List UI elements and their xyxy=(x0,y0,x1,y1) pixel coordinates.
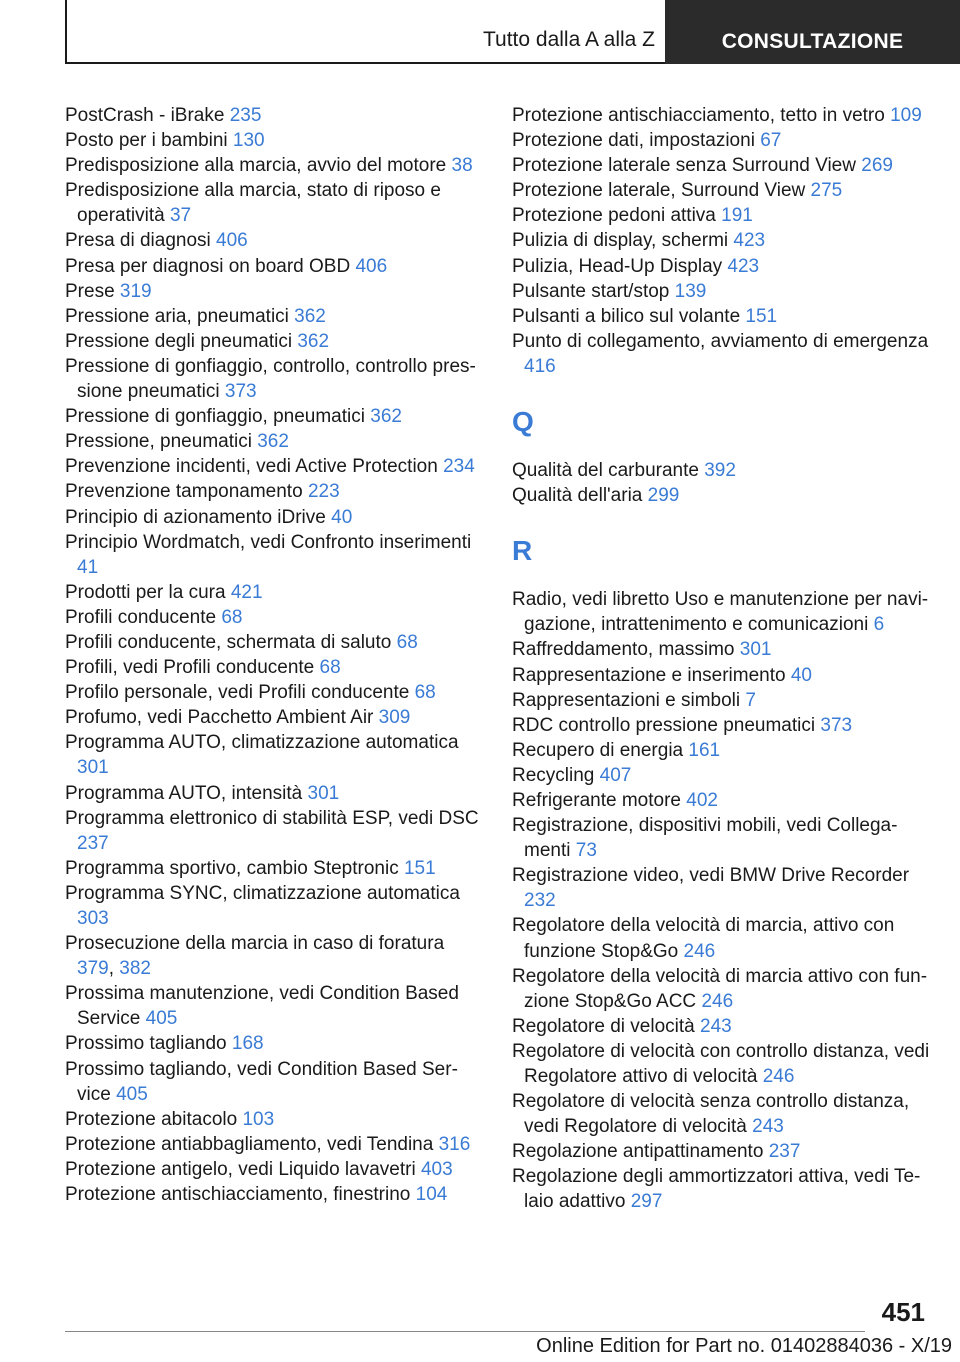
page-link[interactable]: 151 xyxy=(403,857,436,879)
page-link[interactable]: 309 xyxy=(378,707,411,729)
index-entry xyxy=(512,128,932,153)
index-entry-text: Programma sportivo, cambio Steptronic xyxy=(65,857,404,879)
index-entry xyxy=(65,856,480,881)
index-entry-text: Protezione laterale senza Surround View xyxy=(512,155,862,177)
index-entry-text: Radio, vedi libretto Uso e manutenzione per navigazione, intrattenimento e comunicazioni xyxy=(512,589,929,636)
index-entry xyxy=(512,1039,932,1089)
index-entry xyxy=(512,813,932,863)
page-link[interactable]: 405 xyxy=(116,1083,148,1105)
page-link[interactable]: 73 xyxy=(575,840,597,862)
index-entry xyxy=(65,705,480,730)
page-link[interactable]: 416 xyxy=(524,355,556,377)
page-link[interactable]: 269 xyxy=(861,155,893,177)
page-link[interactable]: 68 xyxy=(396,631,418,653)
index-entry xyxy=(65,153,480,178)
page-link[interactable]: 406 xyxy=(216,230,248,252)
index-entry-text: Protezione abitacolo xyxy=(65,1108,243,1130)
index-entry-text: Profili conducente, schermata di saluto xyxy=(65,631,397,653)
index-entry-text: Pulsante start/stop xyxy=(512,280,675,302)
index-entry xyxy=(65,781,480,806)
page-link[interactable]: 373 xyxy=(224,381,257,403)
index-entry xyxy=(65,730,480,780)
index-entry-text: Prosecuzione della marcia in caso di foratura xyxy=(65,933,445,955)
page-link[interactable]: 139 xyxy=(674,280,707,302)
page-header xyxy=(65,0,960,64)
page-link[interactable]: 423 xyxy=(727,255,760,277)
index-entry-text: Prossima manutenzione, vedi Condition Based Service xyxy=(65,983,459,1030)
page-link[interactable]: 407 xyxy=(599,764,632,786)
index-entry xyxy=(65,279,480,304)
page-link[interactable]: 7 xyxy=(745,689,756,711)
index-entry xyxy=(512,964,932,1014)
index-entry-text: Prevenzione incidenti, vedi Active Protection xyxy=(65,456,444,478)
index-entry-text: Recupero di energia xyxy=(512,739,689,761)
index-entry-text: Protezione laterale, Surround View xyxy=(512,180,811,202)
page-link[interactable]: 405 xyxy=(145,1008,178,1030)
index-entry-text: Protezione pedoni attiva xyxy=(512,205,722,227)
page-link[interactable]: 406 xyxy=(355,255,388,277)
index-entry xyxy=(65,103,480,128)
index-entry xyxy=(65,228,480,253)
index-column-right xyxy=(512,103,932,1215)
index-entry xyxy=(512,788,932,813)
page-link[interactable]: 297 xyxy=(630,1191,663,1213)
index-entry xyxy=(512,913,932,963)
index-entry-text: Prodotti per la cura xyxy=(65,581,231,603)
page-link[interactable]: 373 xyxy=(820,714,853,736)
index-entry xyxy=(65,680,480,705)
index-entry-text: Recycling xyxy=(512,764,600,786)
index-entry xyxy=(65,1132,480,1157)
page-link[interactable]: 109 xyxy=(890,105,922,126)
index-letter-heading: R xyxy=(512,535,533,567)
index-entry xyxy=(512,688,932,713)
page-link[interactable]: 275 xyxy=(810,180,843,202)
index-entry-text: Predisposizione alla marcia, stato di riposo e operatività xyxy=(65,180,441,227)
index-entry-text: Regolatore della velocità di marcia, attivo con funzione Stop&Go xyxy=(512,915,895,962)
index-entry-text: Pressione, pneumatici xyxy=(65,431,258,453)
index-entry xyxy=(512,1014,932,1039)
index-entry xyxy=(65,981,480,1031)
page-link[interactable]: 234 xyxy=(443,456,475,478)
index-entry-text: Profumo, vedi Pacchetto Ambient Air xyxy=(65,707,379,729)
page-link[interactable]: 68 xyxy=(414,682,436,704)
index-entry-text: Protezione antigelo, vedi Liquido lavavetri xyxy=(65,1158,421,1180)
page-link[interactable]: 151 xyxy=(745,305,778,327)
index-entry xyxy=(512,329,932,379)
section-title: Tutto dalla A alla Z xyxy=(65,0,665,64)
index-entry xyxy=(512,637,932,662)
page-link[interactable]: 67 xyxy=(760,130,782,152)
index-entry-text: Punto di collegamento, avviamento di emergenza xyxy=(512,330,929,352)
index-entry-text: Protezione antischiacciamento, tetto in vetro xyxy=(512,105,891,126)
page-link[interactable]: 40 xyxy=(331,506,353,528)
index-entry xyxy=(512,458,932,483)
index-entry xyxy=(512,153,932,178)
footer-edition: Online Edition for Part no. 01402884036 - X/19 xyxy=(536,1335,952,1357)
index-entry-text: Protezione antischiacciamento, finestrino xyxy=(65,1184,416,1206)
index-entry-text: Programma AUTO, climatizzazione automatica xyxy=(65,732,459,754)
index-entry xyxy=(512,178,932,203)
index-entry xyxy=(512,1164,932,1214)
index-entry xyxy=(512,713,932,738)
index-entry xyxy=(512,738,932,763)
index-entry xyxy=(65,254,480,279)
page-link[interactable]: 362 xyxy=(370,406,402,428)
page-link[interactable]: 41 xyxy=(77,556,99,578)
page-link[interactable]: 362 xyxy=(294,305,326,327)
index-entry xyxy=(512,203,932,228)
index-entry xyxy=(65,128,480,153)
index-entry-text: Pressione di gonfiaggio, pneumatici xyxy=(65,406,371,428)
index-entry-text: RDC controllo pressione pneumatici xyxy=(512,714,821,736)
page-link[interactable]: 232 xyxy=(524,890,556,912)
index-entry xyxy=(65,605,480,630)
page-link[interactable]: 243 xyxy=(700,1015,732,1037)
page-link[interactable]: 362 xyxy=(297,330,330,352)
index-entry-text: Principio di azionamento iDrive xyxy=(65,506,332,528)
index-entry-text: Regolatore della velocità di marcia attivo con funzione Stop&Go ACC xyxy=(512,965,928,1012)
page-link[interactable]: 379 xyxy=(77,958,109,980)
page-link[interactable]: 303 xyxy=(77,908,109,929)
index-entry-text: Prossimo tagliando, vedi Condition Based Service xyxy=(65,1058,458,1105)
page-link[interactable]: 362 xyxy=(257,431,289,453)
page-link[interactable]: 161 xyxy=(688,739,721,761)
index-entry xyxy=(65,429,480,454)
page-link[interactable]: 299 xyxy=(647,485,680,507)
index-entry-text: Registrazione, dispositivi mobili, vedi Collegamenti xyxy=(512,815,898,862)
page-link[interactable]: 301 xyxy=(307,782,340,804)
page-link[interactable]: 6 xyxy=(873,614,885,636)
index-entry xyxy=(65,454,480,479)
index-entry xyxy=(65,354,480,404)
index-entry-text: Presa per diagnosi on board OBD xyxy=(65,255,356,277)
index-entry: Prosecuzione della marcia in caso di foratura 379, 382 xyxy=(65,933,445,980)
index-entry xyxy=(65,1157,480,1182)
index-entry xyxy=(65,404,480,429)
page-link[interactable]: 301 xyxy=(739,639,772,661)
page-link[interactable]: 130 xyxy=(232,130,265,152)
page-link[interactable]: 68 xyxy=(221,606,243,628)
index-entry-text: Pressione aria, pneumatici xyxy=(65,305,295,327)
index-entry-text: Programma AUTO, intensità xyxy=(65,782,308,804)
index-entry-text: Programma elettronico di stabilità ESP, vedi DSC xyxy=(65,807,479,829)
page-link[interactable]: 319 xyxy=(119,280,152,302)
page-link[interactable]: 168 xyxy=(231,1033,264,1055)
page-link[interactable]: 246 xyxy=(683,940,716,962)
page-link[interactable]: 37 xyxy=(169,205,192,227)
page-link[interactable]: 104 xyxy=(415,1184,448,1206)
index-entry xyxy=(65,505,480,530)
index-entry xyxy=(512,763,932,788)
index-entry-text: Presa di diagnosi xyxy=(65,230,217,252)
page-link[interactable]: 402 xyxy=(686,789,718,811)
page-link[interactable]: 423 xyxy=(733,230,766,252)
index-entry xyxy=(512,587,932,637)
index-entry-text: Profili, vedi Profili conducente xyxy=(65,657,320,679)
index-entry xyxy=(65,1107,480,1132)
index-entry xyxy=(512,304,932,329)
page-link[interactable]: 237 xyxy=(77,832,109,854)
page-link[interactable]: 246 xyxy=(762,1066,795,1087)
index-entry-text: Refrigerante motore xyxy=(512,789,687,811)
page-link[interactable]: 103 xyxy=(242,1108,275,1130)
page-link[interactable]: 243 xyxy=(752,1116,784,1138)
index-entry-text: Profilo personale, vedi Profili conducente xyxy=(65,682,415,704)
index-entry-text: Pressione di gonfiaggio, controllo, controllo pressione pneumatici xyxy=(65,355,476,403)
index-entry-text: Qualità del carburante xyxy=(512,460,705,482)
index-entry-text: Programma SYNC, climatizzazione automatica xyxy=(65,882,460,904)
index-entry xyxy=(65,1057,480,1107)
index-entry xyxy=(65,479,480,504)
index-entry xyxy=(512,103,932,128)
index-entry xyxy=(65,530,480,580)
index-entry xyxy=(512,1139,932,1164)
index-entry xyxy=(512,1089,932,1139)
index-entry-text: Regolazione antipattinamento xyxy=(512,1141,769,1163)
index-entry-text: Registrazione video, vedi BMW Drive Recorder xyxy=(512,865,910,887)
index-entry-text: PostCrash - iBrake xyxy=(65,105,230,126)
page-link[interactable]: 392 xyxy=(704,460,736,482)
index-entry-text: Pulsanti a bilico sul volante xyxy=(512,305,746,327)
index-entry xyxy=(65,329,480,354)
index-entry xyxy=(65,1182,480,1207)
index-entry-text: Pulizia di display, schermi xyxy=(512,230,734,252)
page-link[interactable]: 301 xyxy=(77,757,109,779)
index-letter-heading: Q xyxy=(512,406,534,438)
page-link[interactable]: 191 xyxy=(721,205,753,227)
index-entry xyxy=(512,228,932,253)
index-entry xyxy=(65,881,480,931)
index-entry-text: Principio Wordmatch, vedi Confronto inserimenti xyxy=(65,531,472,553)
index-entry xyxy=(512,483,932,508)
index-entry-text: Regolatore di velocità xyxy=(512,1015,700,1037)
page-link[interactable]: 223 xyxy=(307,481,340,503)
index-entry xyxy=(65,1031,480,1056)
page-number: 451 xyxy=(881,1297,925,1327)
index-entry xyxy=(65,630,480,655)
index-entry xyxy=(65,806,480,856)
index-entry-text: Regolazione degli ammortizzatori attiva, vedi Telaio adattivo xyxy=(512,1166,921,1213)
index-entry-text: Protezione dati, impostazioni xyxy=(512,130,761,152)
index-entry-text: Rappresentazione e inserimento xyxy=(512,664,791,686)
index-entry xyxy=(65,580,480,605)
index-entry-text: Predisposizione alla marcia, avvio del motore xyxy=(65,155,452,177)
index-entry-text: Qualità dell'aria xyxy=(512,485,648,507)
page-link[interactable]: 316 xyxy=(438,1133,471,1155)
page-link[interactable]: 38 xyxy=(451,155,473,177)
index-entry-text: Profili conducente xyxy=(65,606,222,628)
index-entry xyxy=(512,279,932,304)
page-link[interactable]: 235 xyxy=(229,105,262,126)
index-entry-text: Posto per i bambini xyxy=(65,130,233,152)
index-entry xyxy=(512,254,932,279)
page-link[interactable]: 403 xyxy=(420,1158,453,1180)
page-link[interactable]: 382 xyxy=(119,958,151,980)
index-entry xyxy=(512,863,932,913)
page-link[interactable]: 421 xyxy=(230,581,263,603)
index-entry-text: Pressione degli pneumatici xyxy=(65,330,298,352)
index-entry-text: Prese xyxy=(65,280,120,302)
index-entry-text: Pulizia, Head-Up Display xyxy=(512,255,728,277)
index-entry-text: Prossimo tagliando xyxy=(65,1033,232,1055)
index-entry-text: Rappresentazioni e simboli xyxy=(512,689,746,711)
index-column-left xyxy=(65,103,480,1207)
page-link[interactable]: 237 xyxy=(768,1141,801,1163)
index-entry-text: Regolatore di velocità senza controllo distanza, vedi Regolatore di velocità xyxy=(512,1091,910,1138)
index-entry-text: Raffreddamento, massimo xyxy=(512,639,740,661)
page-link[interactable]: 40 xyxy=(790,664,812,686)
footer-divider xyxy=(65,1331,865,1332)
chapter-tab[interactable]: CONSULTAZIONE xyxy=(665,0,960,64)
index-entry xyxy=(512,663,932,688)
index-entry xyxy=(65,178,480,228)
index-entry xyxy=(65,304,480,329)
index-entry-text: Prevenzione tamponamento xyxy=(65,481,308,503)
index-entry-text: Protezione antiabbagliamento, vedi Tendina xyxy=(65,1133,439,1155)
index-entry xyxy=(65,655,480,680)
page-link[interactable]: 246 xyxy=(701,990,734,1012)
page-link[interactable]: 68 xyxy=(319,657,341,679)
index-entry-text: Regolatore di velocità con controllo distanza, vedi Regolatore attivo di velocità xyxy=(512,1040,930,1087)
